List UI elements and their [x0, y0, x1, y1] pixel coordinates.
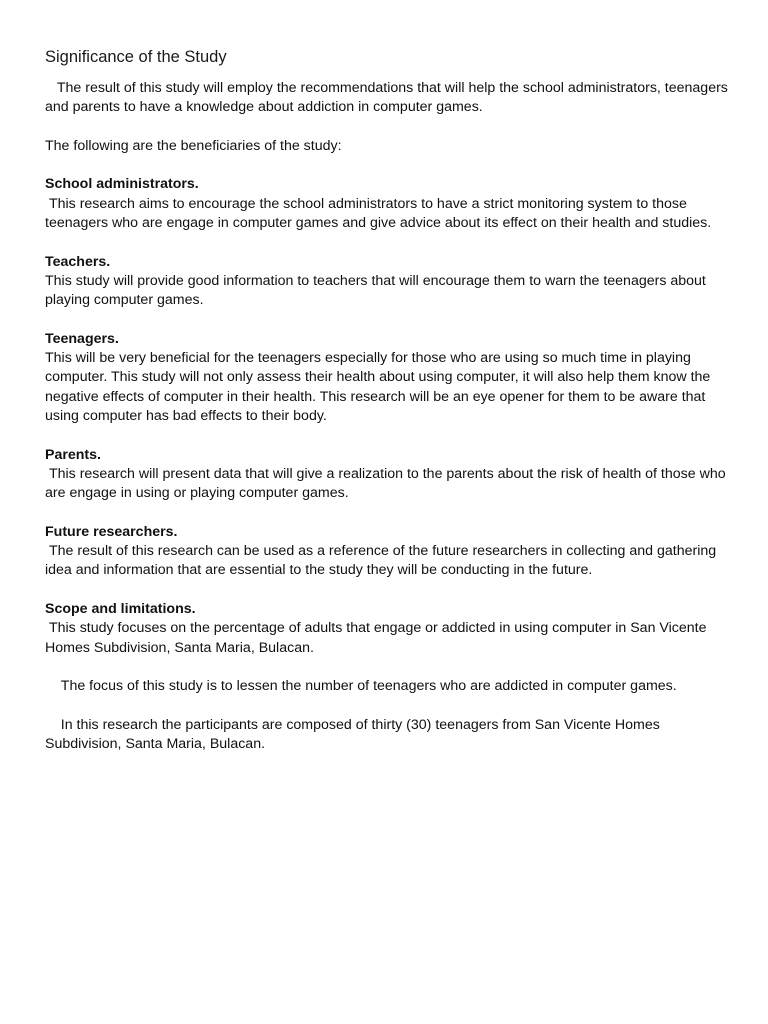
section-future-researchers — [45, 523, 728, 581]
section-body: The result of this research can be used as a reference of the future researchers in collecting and gathering idea and information that are essential to the study they will be conducting in the future. — [45, 543, 721, 579]
section-heading: Scope and limitations. — [45, 601, 196, 618]
section-school-administrators — [45, 175, 728, 233]
section-heading: Parents. — [45, 446, 101, 463]
participants-paragraph: In this research the participants are composed of thirty (30) teenagers from San Vicente Homes Subdivision, Santa Maria, Bulacan. — [45, 716, 664, 753]
page-title: Significance of the Study — [45, 48, 227, 66]
section-body: This study will provide good information to teachers that will encourage them to warn the teenagers about playing computer games. — [45, 272, 710, 309]
section-heading: School administrators. — [45, 176, 199, 193]
focus-paragraph: The focus of this study is to lessen the number of teenagers who are addicted in computer games. — [45, 678, 677, 695]
section-body: This will be very beneficial for the teenagers especially for those who are using so much time in playing computer. This study will not only assess their health about using computer, it will also help them know the negative effects of computer in their health. This research will be an eye opener for them to be aware that using computer has bad effects to their body. — [45, 350, 715, 425]
section-parents — [45, 446, 728, 504]
section-heading: Future researchers. — [45, 523, 178, 540]
section-scope-and-limitations — [45, 600, 728, 658]
section-heading: Teenagers. — [45, 330, 119, 347]
section-heading: Teachers. — [45, 253, 111, 270]
intro-paragraph: The result of this study will employ the recommendations that will help the school administrators, teenagers and parents to have a knowledge about addiction in computer games. — [45, 80, 732, 116]
beneficiaries-lead: The following are the beneficiaries of the study: — [45, 137, 342, 154]
section-body: This research will present data that will give a realization to the parents about the risk of health of those who are engage in using or playing computer games. — [45, 465, 730, 502]
section-body: This study focuses on the percentage of adults that engage or addicted in using computer in San Vicente Homes Subdivision, Santa Maria, Bulacan. — [45, 620, 711, 656]
section-body: This research aims to encourage the school administrators to have a strict monitoring system to those teenagers who are engage in computer games and give advice about its effect on their health and studies. — [45, 195, 712, 232]
section-teachers — [45, 253, 728, 311]
section-teenagers — [45, 330, 728, 426]
